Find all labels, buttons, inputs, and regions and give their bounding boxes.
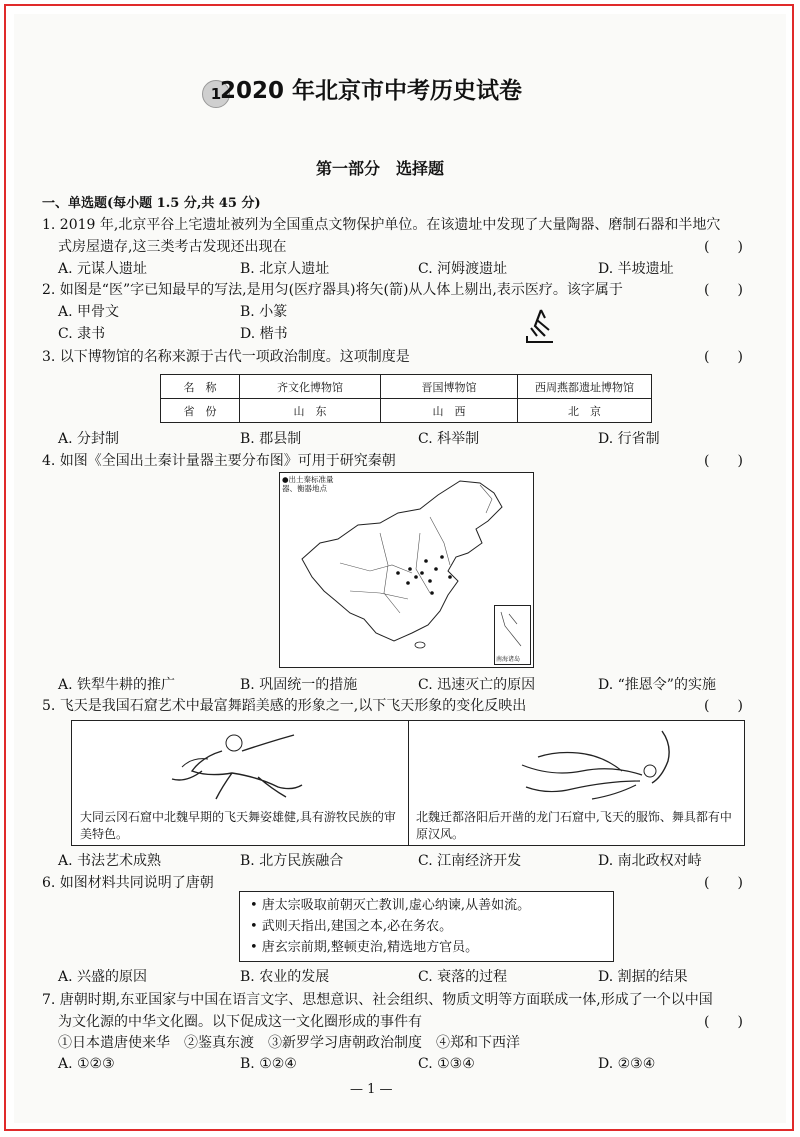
q1-line2: 式房屋遗存,这三类考古发现还出现在 [58,239,287,255]
south-china-sea-label: 南海诸岛 [496,656,521,663]
table-cell: 名 称 [161,375,240,399]
q3-option-b[interactable]: B. 郡县制 [240,431,302,447]
table-cell: 北 京 [518,399,652,423]
qin-measures-distribution-map [279,472,534,668]
table-cell: 山 西 [381,399,518,423]
q3-option-a[interactable]: A. 分封制 [58,431,120,447]
q4-option-c[interactable]: C. 迅速灭亡的原因 [418,677,536,693]
table-cell: 齐文化博物馆 [240,375,381,399]
q5-option-d[interactable]: D. 南北政权对峙 [598,853,702,869]
q7-line1: 7. 唐朝时期,东亚国家与中国在语言文字、思想意识、社会组织、物质文明等方面联成一体,形成了一个以中国 [42,992,713,1008]
museum-table-header-row [161,375,652,399]
q5-option-a[interactable]: A. 书法艺术成熟 [58,853,162,869]
q6-option-b[interactable]: B. 农业的发展 [240,969,330,985]
longmen-caption: 北魏迁都洛阳后开凿的龙门石窟中,飞天的服饰、舞具都有中原汉风。 [416,810,732,841]
table-cell: 西周燕都遗址博物馆 [518,375,652,399]
q5-option-c[interactable]: C. 江南经济开发 [418,853,522,869]
south-china-sea-inset [494,605,531,665]
q4-option-b[interactable]: B. 巩固统一的措施 [240,677,358,693]
q1-option-c[interactable]: C. 河姆渡遗址 [418,261,508,277]
q4-option-d[interactable]: D. “推恩令”的实施 [598,677,716,693]
q6-option-a[interactable]: A. 兴盛的原因 [58,969,148,985]
q2-option-b[interactable]: B. 小篆 [240,304,288,320]
q3-option-d[interactable]: D. 行省制 [598,431,660,447]
q6-option-d[interactable]: D. 割据的结果 [598,969,688,985]
q2-bracket: ( ) [704,282,743,298]
longmen-feitian-illustration [512,725,682,805]
feitian-divider [408,721,409,845]
q7-option-b[interactable]: B. ①②④ [240,1056,297,1072]
q5-option-b[interactable]: B. 北方民族融合 [240,853,344,869]
q4-line1: 4. 如图《全国出土秦计量器主要分布图》可用于研究秦朝 [42,453,396,469]
q1-bracket: ( ) [704,239,743,255]
q1-line1: 1. 2019 年,北京平谷上宅遗址被列为全国重点文物保护单位。在该遗址中发现了大量陶器、磨制石器和半地穴 [42,217,721,233]
paper-number-badge: 1 [202,80,230,108]
q7-line2: 为文化源的中华文化圈。以下促成这一文化圈形成的事件有 [58,1014,422,1030]
part-heading: 一、单选题(每小题 1.5 分,共 45 分) [42,196,261,211]
section-title: 第一部分 选择题 [316,159,445,178]
map-legend-line2: 器、衡器地点 [282,484,327,493]
q5-line1: 5. 飞天是我国石窟艺术中最富舞蹈美感的形象之一,以下飞天形象的变化反映出 [42,698,527,714]
q6-line1: 6. 如图材料共同说明了唐朝 [42,875,214,891]
table-cell: 山 东 [240,399,381,423]
q3-option-c[interactable]: C. 科举制 [418,431,480,447]
q7-option-a[interactable]: A. ①②③ [58,1056,115,1072]
q5-bracket: ( ) [704,698,743,714]
q7-bracket: ( ) [704,1014,743,1030]
q4-bracket: ( ) [704,453,743,469]
yungang-caption: 大同云冈石窟中北魏早期的飞天舞姿雄健,具有游牧民族的审美特色。 [80,810,396,841]
q4-option-a[interactable]: A. 铁犁牛耕的推广 [58,677,176,693]
q2-option-c[interactable]: C. 隶书 [58,326,106,342]
museum-table [160,374,652,423]
page-title: 2020 年北京市中考历史试卷 [220,78,523,104]
q2-line1: 2. 如图是“医”字已知最早的写法,是用匀(医疗器具)将矢(箭)从人体上剔出,表示医疗。该字属于 [42,282,623,298]
q1-option-b[interactable]: B. 北京人遗址 [240,261,330,277]
ancient-yi-character-image [523,306,557,344]
q7-option-d[interactable]: D. ②③④ [598,1056,656,1072]
q6-option-c[interactable]: C. 衰落的过程 [418,969,508,985]
quote-line: • 唐太宗吸取前朝灭亡教训,虚心纳谏,从善如流。 [250,898,531,913]
feitian-comparison-box [71,720,745,846]
page-number: — 1 — [350,1082,393,1097]
q2-option-d[interactable]: D. 楷书 [240,326,288,342]
table-cell: 晋国博物馆 [381,375,518,399]
quote-line: • 武则天指出,建国之本,必在务农。 [250,919,453,934]
q7-items: ①日本遣唐使来华 ②鉴真东渡 ③新罗学习唐朝政治制度 ④郑和下西洋 [58,1035,520,1051]
q3-bracket: ( ) [704,349,743,365]
q7-option-c[interactable]: C. ①③④ [418,1056,475,1072]
museum-table-row [161,399,652,423]
yungang-feitian-illustration [162,727,312,803]
table-cell: 省 份 [161,399,240,423]
q1-option-a[interactable]: A. 元谋人遗址 [58,261,148,277]
tang-materials-box [239,891,614,962]
quote-line: • 唐玄宗前期,整顿吏治,精选地方官员。 [250,940,479,955]
q6-bracket: ( ) [704,875,743,891]
q2-option-a[interactable]: A. 甲骨文 [58,304,120,320]
q3-line1: 3. 以下博物馆的名称来源于古代一项政治制度。这项制度是 [42,349,410,365]
map-legend-line1: ●出土秦标准量 [282,475,334,484]
excavation-site-dots [396,555,452,595]
q1-option-d[interactable]: D. 半坡遗址 [598,261,674,277]
